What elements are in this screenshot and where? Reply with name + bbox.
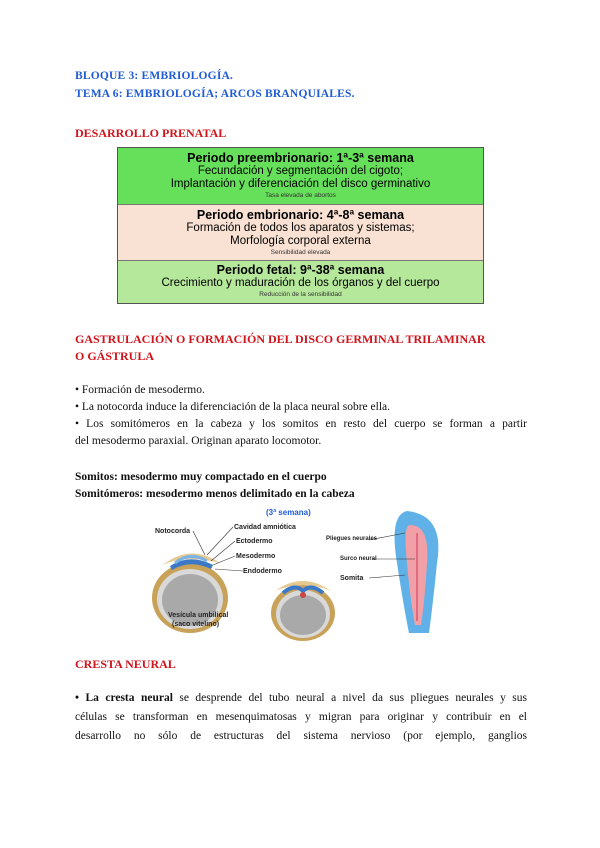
label-mesodermo: Mesodermo bbox=[236, 553, 276, 560]
gastrulation-title-line1: GASTRULACIÓN O FORMACIÓN DEL DISCO GERMINAL TRILAMINAR bbox=[75, 332, 486, 346]
table-row-preembryonic bbox=[118, 148, 483, 205]
label-surco-neural: Surco neural bbox=[340, 556, 377, 562]
neural-crest-lead: • La cresta neural bbox=[75, 692, 173, 704]
row-line: Implantación y diferenciación del disco germinativo bbox=[170, 178, 431, 190]
label-somita: Somita bbox=[340, 575, 364, 582]
label-notocorda: Notocorda bbox=[155, 528, 190, 535]
bullet-notochord: • La notocorda induce la diferenciación de la placa neural sobre ella. bbox=[75, 401, 391, 413]
prenatal-periods-table bbox=[117, 147, 484, 304]
label-saco-vitelino: (saco vitelino) bbox=[172, 621, 220, 628]
block-heading: BLOQUE 3: EMBRIOLOGÍA. bbox=[75, 70, 234, 82]
embryo-folding-illustration bbox=[271, 581, 335, 641]
row-line: Formación de todos los aparatos y sistemas; bbox=[186, 222, 415, 234]
row-title: Periodo fetal: 9ª-38ª semana bbox=[216, 263, 385, 277]
row-line: Crecimiento y maduración de los órganos y del cuerpo bbox=[161, 277, 440, 289]
neural-crest-title: CRESTA NEURAL bbox=[75, 657, 176, 671]
row-title: Periodo embrionario: 4ª-8ª semana bbox=[196, 208, 405, 222]
bullet-mesoderm: • Formación de mesodermo. bbox=[75, 384, 205, 396]
label-pliegues-neurales: Pliegues neurales bbox=[326, 536, 378, 542]
table-row-fetal bbox=[118, 261, 483, 303]
label-ectodermo: Ectodermo bbox=[236, 538, 273, 545]
label-endodermo: Endodermo bbox=[243, 568, 282, 575]
neural-crest-line1 bbox=[75, 690, 527, 707]
neural-crest-line1-text: se desprende del tubo neural a nivel da sus pliegues neurales y sus bbox=[172, 692, 527, 704]
table-row-embryonic bbox=[118, 205, 483, 261]
label-vesicula-umbilical: Vesícula umbilical bbox=[168, 612, 229, 619]
row-note: Reducción de la sensibilidad bbox=[259, 291, 342, 298]
bullet-somitomeres-line2: del mesodermo paraxial. Originan aparato locomotor. bbox=[75, 435, 322, 447]
embryo-neural-plate-illustration bbox=[395, 511, 439, 633]
topic-heading: TEMA 6: EMBRIOLOGÍA; ARCOS BRANQUIALES. bbox=[75, 88, 355, 100]
row-note: Sensibilidad elevada bbox=[270, 249, 331, 256]
row-line: Fecundación y segmentación del cigoto; bbox=[197, 165, 404, 177]
label-cavidad-amniotica: Cavidad amniótica bbox=[234, 524, 296, 531]
somitomeres-definition: Somitómeros: mesodermo menos delimitado en la cabeza bbox=[75, 488, 355, 500]
neural-crest-line3: desarrollo no sólo de estructuras del sistema nervioso (por ejemplo, ganglios bbox=[75, 730, 527, 742]
neural-crest-line2: células se transforman en mesenquimatosas y migran para originar y contribuir en el bbox=[75, 711, 527, 723]
row-title: Periodo preembrionario: 1ª-3ª semana bbox=[187, 151, 414, 165]
bullet-somitomeres-line1: • Los somitómeros en la cabeza y los somitos en resto del cuerpo se forman a partir bbox=[75, 418, 527, 430]
somites-definition: Somitos: mesodermo muy compactado en el cuerpo bbox=[75, 471, 327, 483]
row-line: Morfología corporal externa bbox=[230, 235, 371, 247]
prenatal-section-title: DESARROLLO PRENATAL bbox=[75, 126, 227, 140]
figure-week-label: (3ª semana) bbox=[266, 508, 311, 517]
gastrulation-title-line2: O GÁSTRULA bbox=[75, 349, 155, 363]
row-note: Tasa elevada de abortos bbox=[265, 192, 336, 199]
